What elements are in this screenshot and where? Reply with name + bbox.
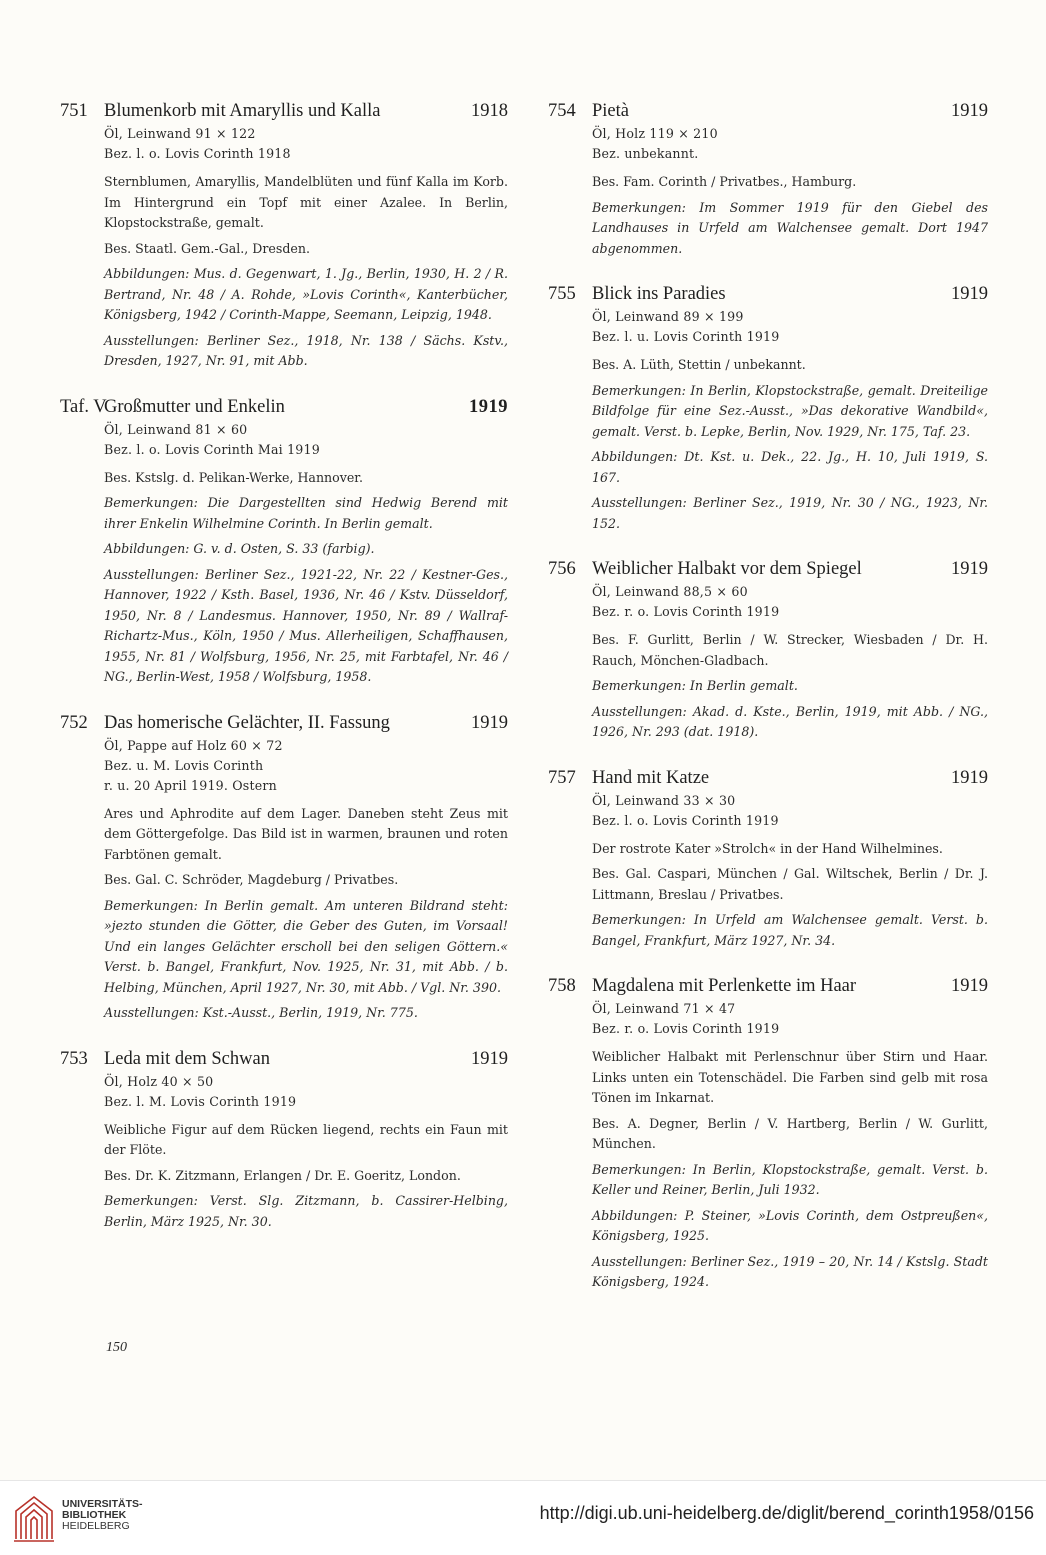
entry-title: Großmutter und Enkelin: [104, 396, 285, 417]
entry-year: 1919: [469, 396, 508, 417]
catalogue-entry: [60, 98, 508, 372]
library-name-line-2: BIBLIOTHEK: [62, 1509, 127, 1521]
entry-note: Abbildungen: Mus. d. Gegenwart, 1. Jg., Berlin, 1930, H. 2 / R. Bertrand, Nr. 48 / A. Rohde, »Lovis Corinth«, Kanterbücher, Königsberg, 1942 / Corinth-Mappe, Seemann, Leipzig, 1948.: [104, 266, 508, 322]
entry-heading: [60, 1046, 508, 1072]
entry-number: 758: [548, 976, 576, 996]
medium-dimensions: Öl, Leinwand 91 × 122: [104, 126, 256, 141]
entry-note: Ausstellungen: Berliner Sez., 1918, Nr. 138 / Sächs. Kstv., Dresden, 1927, Nr. 91, mit Abb.: [104, 332, 508, 368]
entry-title: Weiblicher Halbakt vor dem Spiegel: [592, 559, 862, 579]
entry-title: Pietà: [592, 101, 629, 121]
entry-note: Bemerkungen: In Berlin, Klopstockstraße, gemalt. Verst. b. Keller und Reiner, Berlin, Juli 1932.: [592, 1161, 988, 1197]
entry-note: Abbildungen: Dt. Kst. u. Dek., 22. Jg., H. 10, Juli 1919, S. 167.: [592, 449, 988, 485]
signature-line: Bez. l. M. Lovis Corinth 1919: [104, 1093, 297, 1109]
entry-year: 1919: [951, 284, 988, 304]
entry-text: Weiblicher Halbakt mit Perlenschnur über Stirn und Haar. Links unten ein Totenschädel. Die Farben sind gelb mit rosa Tönen im Inkarnat.: [592, 1049, 988, 1105]
entry-body: [60, 1072, 508, 1233]
footer-bar: [0, 1480, 1046, 1555]
catalogue-entry: [548, 281, 988, 534]
library-name-line-1: UNIVERSITÄTS-: [62, 1498, 143, 1510]
right-column: [548, 98, 988, 1315]
entry-note: Ausstellungen: Akad. d. Kste., Berlin, 1919, mit Abb. / NG., 1926, Nr. 293 (dat. 1918).: [592, 703, 988, 739]
medium-dimensions: Öl, Leinwand 88,5 × 60: [592, 584, 748, 599]
entry-title: Hand mit Katze: [592, 767, 710, 788]
entry-note: Bemerkungen: In Berlin gemalt. Am unteren Bildrand steht: »jezto stunden die Götter, die Geber des Guten, im Vorsaal! Und ein langes Gelächter erscholl bei den seligen Göttern.« Verst. b. Bangel, Frankfurt, Nov. 1925, Nr. 31, mit Abb. / b. Helbing, München, April 1927, Nr. 30, mit Abb. / Vgl. Nr. 390.: [104, 897, 508, 995]
entry-note: Ausstellungen: Berliner Sez., 1919, Nr. 30 / NG., 1923, Nr. 152.: [592, 495, 988, 531]
entry-note: Abbildungen: G. v. d. Osten, S. 33 (farbig).: [104, 541, 375, 556]
entry-note: Bemerkungen: In Urfeld am Walchensee gemalt. Verst. b. Bangel, Frankfurt, März 1927, Nr. 34.: [592, 912, 988, 948]
entry-text: Bes. Staatl. Gem.-Gal., Dresden.: [104, 240, 310, 256]
medium-dimensions: Öl, Leinwand 33 × 30: [592, 792, 736, 808]
catalogue-entry: [548, 973, 988, 1293]
entry-text: Bes. A. Lüth, Stettin / unbekannt.: [592, 357, 806, 372]
entry-text: Bes. Gal. Caspari, München / Gal. Wiltschek, Berlin / Dr. J. Littmann, Breslau / Privatbes.: [592, 866, 988, 902]
entry-number: 757: [548, 767, 576, 788]
entry-text: Bes. Dr. K. Zitzmann, Erlangen / Dr. E. Goeritz, London.: [104, 1167, 461, 1183]
medium-dimensions: Öl, Holz 40 × 50: [104, 1073, 214, 1089]
entry-title: Blumenkorb mit Amaryllis und Kalla: [104, 101, 381, 121]
medium-dimensions: Öl, Leinwand 71 × 47: [592, 1001, 736, 1016]
entry-heading: [60, 394, 508, 420]
entry-number: 755: [548, 284, 576, 304]
medium-dimensions: Öl, Holz 119 × 210: [592, 126, 718, 141]
catalogue-entry: [60, 394, 508, 688]
entry-body: [60, 124, 508, 372]
entry-heading: [548, 765, 988, 791]
catalogue-entry: [60, 710, 508, 1024]
signature-line: Bez. l. u. Lovis Corinth 1919: [592, 329, 780, 344]
medium-dimensions: Öl, Pappe auf Holz 60 × 72: [104, 737, 283, 753]
entry-heading: [60, 710, 508, 736]
signature-line: Bez. u. M. Lovis Corinth: [104, 757, 264, 773]
signature-line: Bez. l. o. Lovis Corinth 1918: [104, 146, 291, 161]
signature-line: r. u. 20 April 1919. Ostern: [104, 777, 277, 793]
entry-year: 1919: [951, 559, 988, 579]
entry-note: Abbildungen: P. Steiner, »Lovis Corinth, dem Ostpreußen«, Königsberg, 1925.: [592, 1207, 988, 1243]
entry-year: 1919: [471, 1048, 508, 1069]
entry-note: Ausstellungen: Kst.-Ausst., Berlin, 1919, Nr. 775.: [104, 1005, 418, 1020]
entry-note: Bemerkungen: In Berlin gemalt.: [592, 678, 798, 693]
entry-body: [60, 736, 508, 1024]
library-name: [62, 1499, 143, 1532]
entry-text: Weibliche Figur auf dem Rücken liegend, rechts ein Faun mit der Flöte.: [104, 1121, 508, 1157]
entry-number: 756: [548, 559, 576, 579]
source-url[interactable]: http://digi.ub.uni-heidelberg.de/diglit/berend_corinth1958/0156: [539, 1503, 1034, 1523]
entry-number: 753: [60, 1048, 88, 1069]
entry-body: [548, 124, 988, 259]
entry-heading: [60, 98, 508, 124]
entry-heading: [548, 556, 988, 582]
entry-year: 1919: [951, 976, 988, 996]
signature-line: Bez. unbekannt.: [592, 146, 699, 161]
university-library-logo: [12, 1491, 56, 1543]
entry-note: Bemerkungen: Verst. Slg. Zitzmann, b. Cassirer-Helbing, Berlin, März 1925, Nr. 30.: [104, 1193, 508, 1229]
catalogue-entry: [60, 1046, 508, 1233]
entry-year: 1919: [951, 767, 988, 788]
entry-heading: [548, 281, 988, 307]
medium-dimensions: Öl, Leinwand 81 × 60: [104, 421, 248, 437]
entry-note: Ausstellungen: Berliner Sez., 1921-22, Nr. 22 / Kestner-Ges., Hannover, 1922 / Ksth. Basel, 1936, Nr. 46 / Kstv. Düsseldorf, 1950, Nr. 8 / Landesmus. Hannover, 1950, Nr. 89 / Wallraf-Richartz-Mus., Köln, 1950 / Mus. Allerheiligen, Schaffhausen, 1955, Nr. 81 / Wolfsburg, 1956, Nr. 25, mit Farbtafel, Nr. 46 / NG., Berlin-West, 1958 / Wolfsburg, 1958.: [104, 566, 508, 684]
left-column: [60, 98, 508, 1254]
entry-text: Sternblumen, Amaryllis, Mandelblüten und fünf Kalla im Korb. Im Hintergrund ein Topf mit einer Azalee. In Berlin, Klopstockstraße, gemalt.: [104, 174, 508, 230]
entry-heading: [548, 98, 988, 124]
entry-year: 1919: [951, 101, 988, 121]
entry-note: Bemerkungen: Die Dargestellten sind Hedwig Berend mit ihrer Enkelin Wilhelmine Corinth. In Berlin gemalt.: [104, 495, 508, 531]
entry-text: Bes. Gal. C. Schröder, Magdeburg / Privatbes.: [104, 872, 399, 887]
signature-line: Bez. r. o. Lovis Corinth 1919: [592, 1021, 780, 1036]
entry-year: 1919: [471, 712, 508, 733]
signature-line: Bez. l. o. Lovis Corinth Mai 1919: [104, 441, 320, 457]
page-number: 150: [106, 1340, 127, 1355]
entry-text: Bes. A. Degner, Berlin / V. Hartberg, Berlin / W. Gurlitt, München.: [592, 1115, 988, 1151]
entry-body: [548, 582, 988, 743]
entry-body: [548, 791, 988, 952]
entry-year: 1918: [471, 101, 508, 121]
entry-note: Bemerkungen: In Berlin, Klopstockstraße, gemalt. Dreiteilige Bildfolge für eine Sez.-Ausst., »Das dekorative Wandbild«, gemalt. Verst. b. Lepke, Berlin, Nov. 1929, Nr. 175, Taf. 23.: [592, 382, 988, 439]
entry-note: Bemerkungen: Im Sommer 1919 für den Giebel des Landhauses in Urfeld am Walchensee gemalt. Dort 1947 abgenommen.: [592, 199, 988, 256]
medium-dimensions: Öl, Leinwand 89 × 199: [592, 309, 744, 324]
entry-text: Bes. Fam. Corinth / Privatbes., Hamburg.: [592, 174, 857, 189]
signature-line: Bez. r. o. Lovis Corinth 1919: [592, 604, 780, 619]
catalogue-entry: [548, 98, 988, 259]
entry-body: [60, 420, 508, 688]
entry-text: Bes. Kstslg. d. Pelikan-Werke, Hannover.: [104, 469, 363, 485]
entry-title: Leda mit dem Schwan: [104, 1048, 270, 1069]
entry-body: [548, 999, 988, 1293]
entry-heading: [548, 973, 988, 999]
entry-text: Bes. F. Gurlitt, Berlin / W. Strecker, Wiesbaden / Dr. H. Rauch, Mönchen-Gladbach.: [592, 632, 988, 668]
entry-text: Ares und Aphrodite auf dem Lager. Daneben steht Zeus mit dem Göttergefolge. Das Bild ist in warmen, braunen und roten Farbtönen gemalt.: [104, 805, 508, 862]
signature-line: Bez. l. o. Lovis Corinth 1919: [592, 812, 779, 828]
entry-number: 752: [60, 712, 88, 733]
entry-body: [548, 307, 988, 534]
entry-number: 751: [60, 101, 88, 121]
entry-title: Magdalena mit Perlenkette im Haar: [592, 976, 857, 996]
entry-note: Ausstellungen: Berliner Sez., 1919 – 20, Nr. 14 / Kstslg. Stadt Königsberg, 1924.: [592, 1253, 988, 1289]
catalogue-entry: [548, 556, 988, 743]
entry-number: 754: [548, 101, 576, 121]
catalogue-entry: [548, 765, 988, 952]
entry-number: Taf. V: [60, 396, 107, 417]
library-name-line-3: HEIDELBERG: [62, 1520, 130, 1532]
entry-text: Der rostrote Kater »Strolch« in der Hand Wilhelmines.: [592, 840, 943, 856]
entry-title: Das homerische Gelächter, II. Fassung: [104, 712, 390, 733]
entry-title: Blick ins Paradies: [592, 284, 726, 304]
